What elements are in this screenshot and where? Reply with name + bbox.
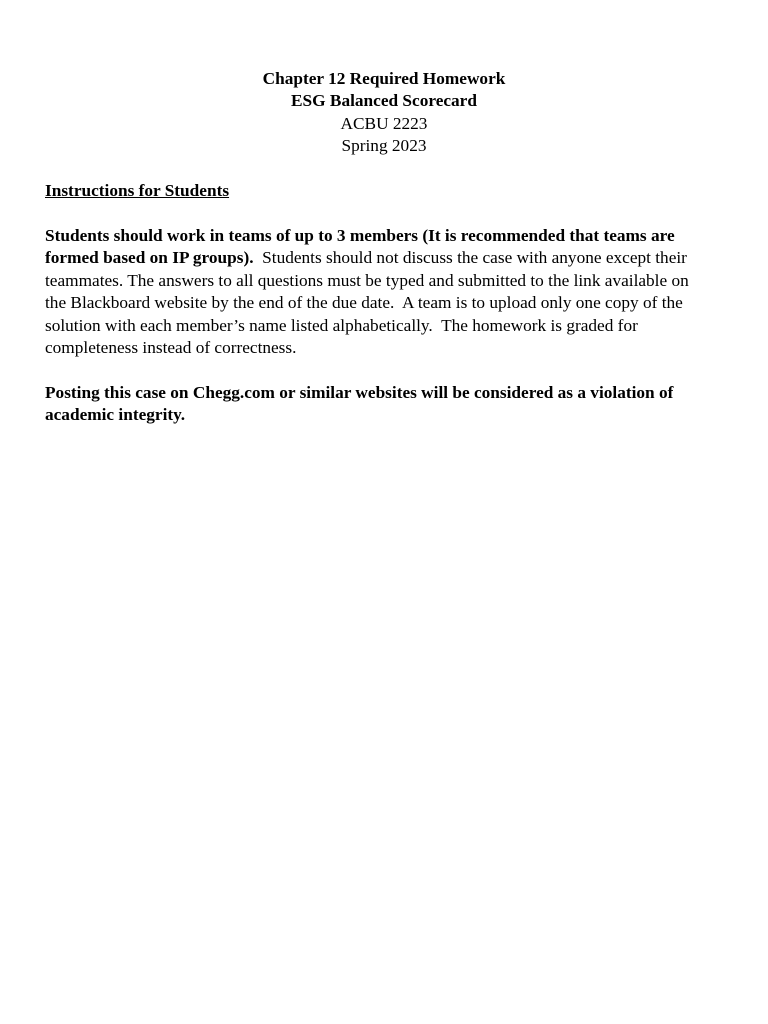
paragraph-line: solution with each member’s name listed alphabetically. The homework is graded for <box>45 315 638 335</box>
course-code: ACBU 2223 <box>340 113 428 133</box>
paragraph-line: Posting this case on Chegg.com or similar websites will be considered as a violation of <box>45 383 674 402</box>
paragraph-line <box>45 247 735 269</box>
integrity-warning <box>45 382 735 427</box>
instructions-heading: Instructions for Students <box>45 181 230 200</box>
document-header <box>0 68 768 158</box>
paragraph-line: completeness instead of correctness. <box>45 338 297 358</box>
document-title: Chapter 12 Required Homework <box>262 69 506 88</box>
bold-text: formed based on IP groups). <box>45 248 254 268</box>
term-label: Spring 2023 <box>341 136 427 156</box>
document-subtitle: ESG Balanced Scorecard <box>291 91 477 111</box>
paragraph-line: the Blackboard website by the end of the due date. A team is to upload only one copy of the <box>45 293 683 313</box>
paragraph-line: Students should work in teams of up to 3 members (It is recommended that teams are <box>45 226 675 245</box>
paragraph-line: academic integrity. <box>45 405 186 425</box>
paragraph-line: teammates. The answers to all questions must be typed and submitted to the link available on <box>45 270 689 290</box>
instructions-paragraph <box>45 225 735 359</box>
body-text: Students should not discuss the case with anyone except their <box>253 248 687 268</box>
